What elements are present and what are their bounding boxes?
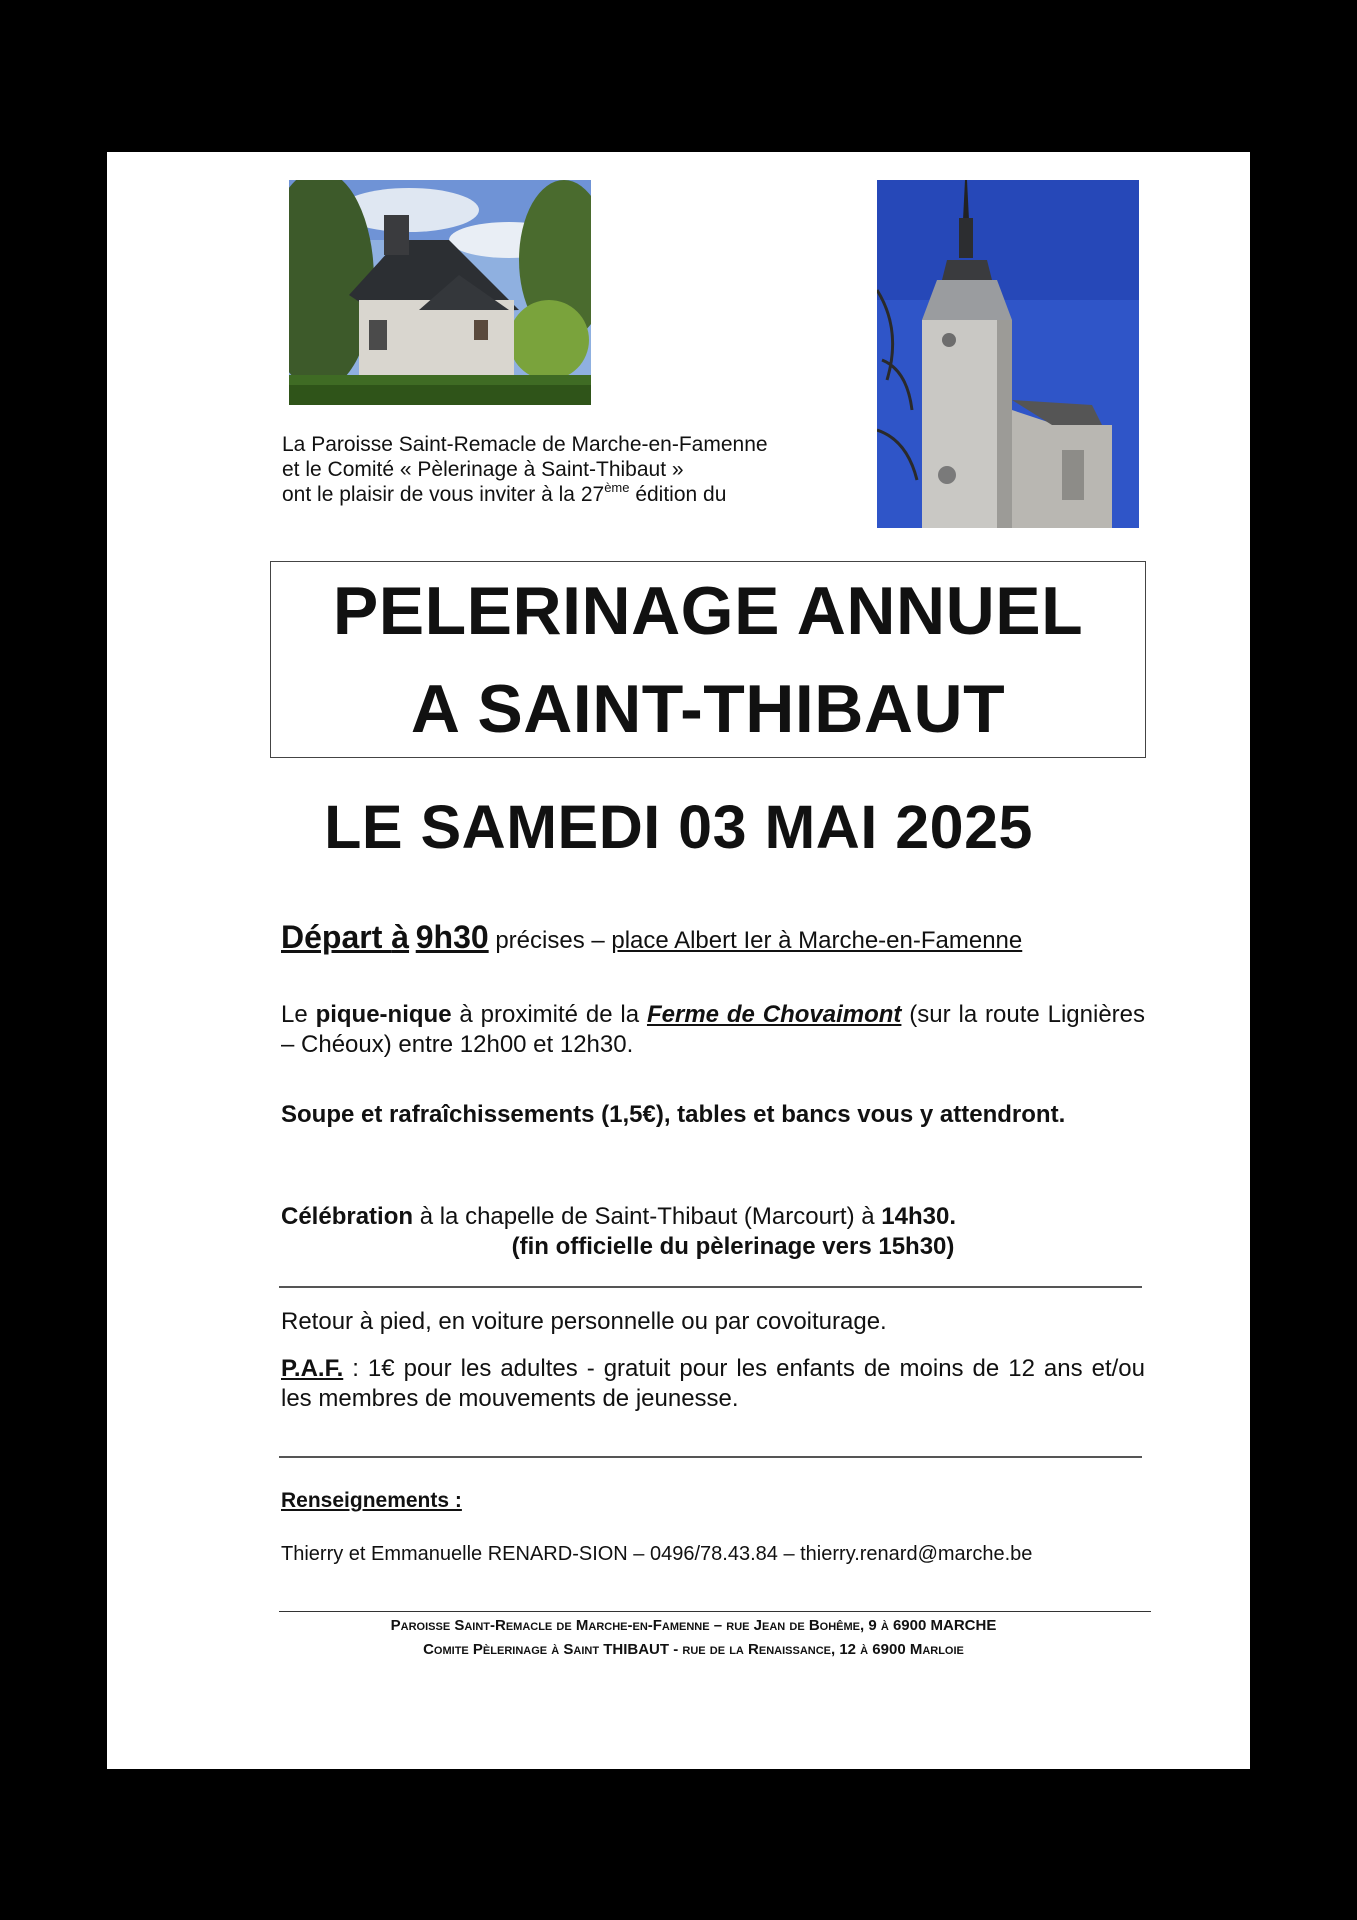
paf-label: P.A.F. [281,1355,344,1382]
footer-parish-address: Paroisse Saint-Remacle de Marche-en-Famenne – rue Jean de Bohême, 9 à 6900 MARCHE [390,1617,997,1634]
picnic-paragraph: Le pique-nique à proximité de la Ferme de Chovaimont (sur la route Lignières – Chéoux) entre 12h00 et 12h30. [281,1001,1145,1058]
contact-line: Thierry et Emmanuelle RENARD-SION – 0496/78.43.84 – thierry.renard@marche.be [281,1543,1033,1565]
chapel-photo [289,180,591,405]
event-date: LE SAMEDI 03 MAI 2025 [324,793,1033,861]
farm-name: Ferme de Chovaimont [646,1001,902,1028]
footer-addresses [107,1614,1250,1662]
celebration-paragraph: Célébration à la chapelle de Saint-Thibaut (Marcourt) à 14h30. (fin officielle du pèlerinage vers 15h30) [281,1202,1145,1262]
event-title-line-1: PELERINAGE ANNUEL [332,573,1084,649]
soup-paragraph: Soupe et rafraîchissements (1,5€), tables et bancs vous y attendront. [281,1101,1066,1128]
info-heading: Renseignements : [281,1489,462,1512]
footer-divider [279,1611,1151,1612]
depart-precises: précises – [488,927,612,954]
divider-1 [279,1286,1142,1288]
edition-superscript: ème [604,480,630,495]
intro-line-1: La Paroisse Saint-Remacle de Marche-en-Famenne [282,433,768,456]
invitation-intro [282,432,842,507]
celebration-time: 14h30. [881,1203,956,1230]
intro-line-3-end: édition du [629,483,727,506]
event-title-box [270,561,1146,758]
divider-2 [279,1456,1142,1458]
picnic-label: pique-nique [315,1001,452,1028]
intro-line-2: et le Comité « Pèlerinage à Saint-Thibaut » [282,458,684,481]
intro-line-3 [282,482,842,507]
celebration-label: Célébration [281,1203,414,1230]
paf-paragraph: P.A.F. : 1€ pour les adultes - gratuit pour les enfants de moins de 12 ans et/ou les membres de mouvements de jeunesse. [281,1355,1145,1412]
depart-label: Départ à [281,919,410,955]
flyer-page [107,152,1250,1769]
event-title-line-2: A SAINT-THIBAUT [410,671,1006,747]
celebration-end-note: (fin officielle du pèlerinage vers 15h30) [511,1233,955,1260]
church-tower-photo [877,180,1139,528]
return-paragraph: Retour à pied, en voiture personnelle ou par covoiturage. [281,1308,887,1335]
departure-line [281,919,1145,956]
footer-committee-address: Comite Pèlerinage à Saint THIBAUT - rue de la Renaissance, 12 à 6900 Marloie [423,1641,964,1658]
intro-line-3-start: ont le plaisir de vous inviter à la 27 [282,483,605,506]
depart-place: place Albert Ier à Marche-en-Famenne [611,927,1023,954]
depart-time: 9h30 [415,919,489,955]
